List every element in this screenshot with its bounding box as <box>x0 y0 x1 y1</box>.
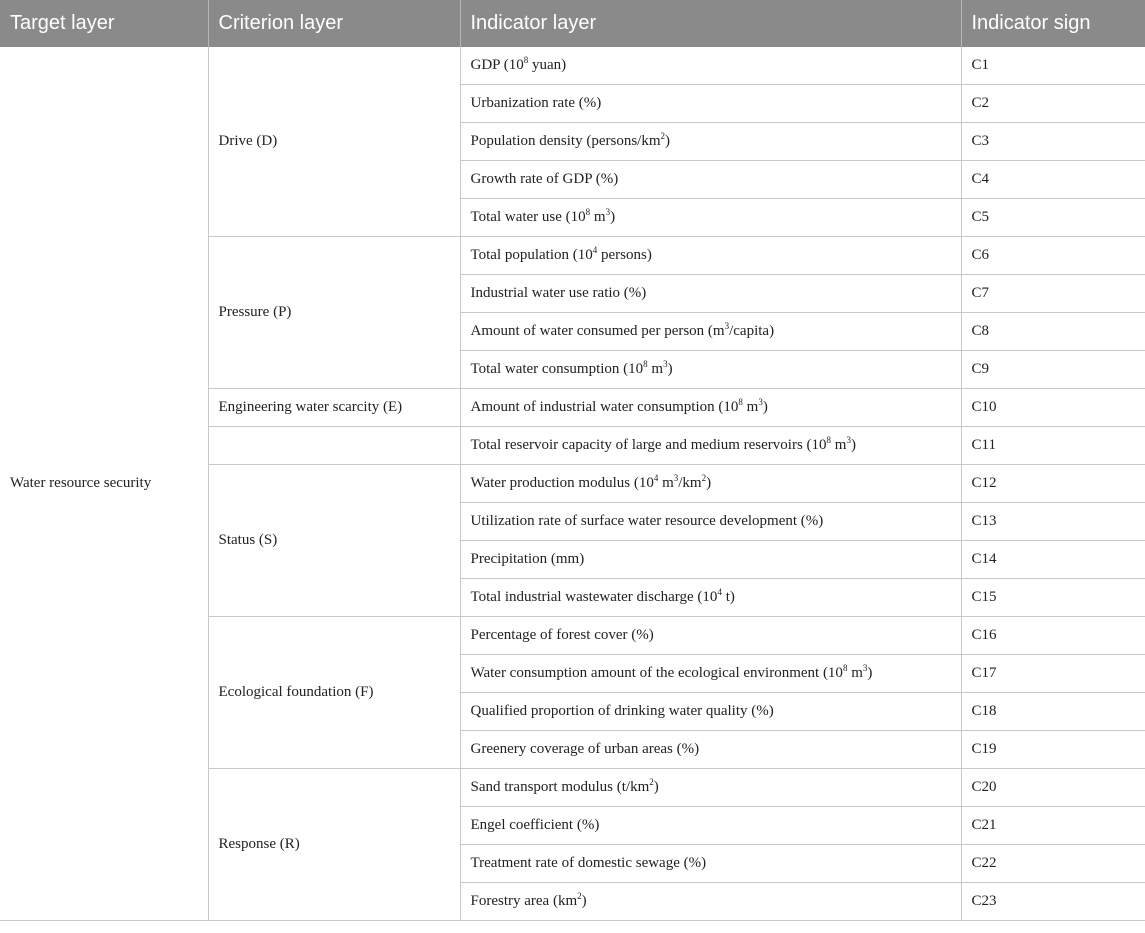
indicator-superscript: 2 <box>649 777 654 787</box>
criterion-cell <box>208 427 460 465</box>
indicator-sign-cell: C3 <box>961 123 1145 161</box>
indicator-superscript: 3 <box>758 397 763 407</box>
indicator-superscript: 8 <box>738 397 743 407</box>
indicator-text: Growth rate of GDP (%) <box>470 171 619 187</box>
target-layer-cell: Water resource security <box>0 47 208 921</box>
indicator-superscript: 3 <box>673 473 679 483</box>
criterion-cell: Ecological foundation (F) <box>208 617 460 769</box>
indicator-superscript: 4 <box>592 245 598 255</box>
indicator-text: Qualified proportion of drinking water quality (%) <box>470 703 774 719</box>
criterion-cell: Engineering water scarcity (E) <box>208 389 460 427</box>
header-indicator-layer: Indicator layer <box>460 0 961 47</box>
indicator-cell <box>460 807 961 845</box>
indicator-text: persons) <box>597 247 652 263</box>
indicator-sign-cell: C5 <box>961 199 1145 237</box>
indicator-text: ) <box>581 893 587 909</box>
indicator-text: m <box>831 437 847 453</box>
indicator-superscript: 3 <box>724 321 730 331</box>
indicator-text: Total population (10 <box>470 247 593 263</box>
indicator-cell <box>460 237 961 275</box>
indicator-text: Utilization rate of surface water resource development (%) <box>470 513 824 529</box>
indicator-text: Industrial water use ratio (%) <box>470 285 647 301</box>
indicator-sign-cell: C20 <box>961 769 1145 807</box>
indicator-superscript: 8 <box>842 663 848 673</box>
table-header-row <box>0 0 1145 47</box>
indicator-text: ) <box>867 665 873 681</box>
indicator-text: yuan) <box>528 57 567 73</box>
indicator-text: Population density (persons/km <box>470 133 661 149</box>
indicator-sign-cell: C8 <box>961 313 1145 351</box>
indicator-text: m <box>647 361 664 377</box>
indicator-text: t) <box>721 589 735 605</box>
indicator-sign-cell: C2 <box>961 85 1145 123</box>
indicator-sign-cell: C16 <box>961 617 1145 655</box>
indicator-cell <box>460 845 961 883</box>
indicator-text: Forestry area (km <box>470 893 578 909</box>
criterion-cell: Pressure (P) <box>208 237 460 389</box>
indicator-cell <box>460 389 961 427</box>
indicator-text: Total reservoir capacity of large and medium reservoirs (10 <box>470 437 827 453</box>
indicator-sign-cell: C18 <box>961 693 1145 731</box>
indicator-text: m <box>742 399 759 415</box>
indicator-superscript: 2 <box>577 891 582 901</box>
indicator-superscript: 8 <box>826 435 832 445</box>
indicator-sign-cell: C7 <box>961 275 1145 313</box>
indicator-superscript: 3 <box>846 435 851 445</box>
table-row <box>0 47 1145 85</box>
indicator-superscript: 8 <box>643 359 648 369</box>
indicator-text: /km <box>678 475 702 491</box>
indicator-cell <box>460 541 961 579</box>
indicator-text: /capita) <box>729 323 775 339</box>
indicator-text: Sand transport modulus (t/km <box>470 779 650 795</box>
indicator-text: Precipitation (mm) <box>470 551 585 567</box>
indicator-cell <box>460 465 961 503</box>
indicator-text: Engel coefficient (%) <box>470 817 600 833</box>
indicator-text: Percentage of forest cover (%) <box>470 627 654 643</box>
indicator-text: Water consumption amount of the ecological environment (10 <box>470 665 843 681</box>
indicator-sign-cell: C9 <box>961 351 1145 389</box>
indicator-text: GDP (10 <box>470 57 524 73</box>
indicator-sign-cell: C4 <box>961 161 1145 199</box>
indicator-cell <box>460 123 961 161</box>
indicator-text: m <box>590 209 606 225</box>
indicator-text: ) <box>653 779 659 795</box>
indicator-text: Greenery coverage of urban areas (%) <box>470 741 700 757</box>
header-indicator-sign: Indicator sign <box>961 0 1145 47</box>
indicator-superscript: 2 <box>660 131 665 141</box>
indicator-sign-cell: C1 <box>961 47 1145 85</box>
criterion-cell: Status (S) <box>208 465 460 617</box>
header-target-layer: Target layer <box>0 0 208 47</box>
indicator-sign-cell: C10 <box>961 389 1145 427</box>
indicator-text: m <box>658 475 674 491</box>
indicator-sign-cell: C12 <box>961 465 1145 503</box>
indicator-cell <box>460 693 961 731</box>
indicator-text: Total water use (10 <box>470 209 586 225</box>
indicator-text: Water production modulus (10 <box>470 475 654 491</box>
indicator-superscript: 3 <box>862 663 868 673</box>
indicator-cell <box>460 769 961 807</box>
indicator-sign-cell: C22 <box>961 845 1145 883</box>
indicator-cell <box>460 427 961 465</box>
indicator-cell <box>460 275 961 313</box>
indicator-sign-cell: C21 <box>961 807 1145 845</box>
indicator-text: Amount of water consumed per person (m <box>470 323 725 339</box>
indicator-sign-cell: C23 <box>961 883 1145 921</box>
indicator-sign-cell: C13 <box>961 503 1145 541</box>
indicator-superscript: 8 <box>523 55 529 65</box>
criterion-cell: Response (R) <box>208 769 460 921</box>
indicator-text: Urbanization rate (%) <box>470 95 602 111</box>
indicator-sign-cell: C19 <box>961 731 1145 769</box>
indicator-superscript: 3 <box>605 207 611 217</box>
indicator-cell <box>460 161 961 199</box>
indicator-sign-cell: C6 <box>961 237 1145 275</box>
indicator-sign-cell: C14 <box>961 541 1145 579</box>
indicator-text: Total water consumption (10 <box>470 361 644 377</box>
criterion-cell: Drive (D) <box>208 47 460 237</box>
indicator-text: Treatment rate of domestic sewage (%) <box>470 855 707 871</box>
indicator-cell <box>460 351 961 389</box>
indicator-text: Total industrial wastewater discharge (10 <box>470 589 718 605</box>
indicator-cell <box>460 731 961 769</box>
indicator-cell <box>460 85 961 123</box>
indicator-cell <box>460 313 961 351</box>
indicator-sign-cell: C11 <box>961 427 1145 465</box>
indicator-text: ) <box>706 475 712 491</box>
indicator-sign-cell: C15 <box>961 579 1145 617</box>
indicator-text: ) <box>665 133 670 149</box>
indicator-text: ) <box>850 437 856 453</box>
indicator-text: ) <box>667 361 673 377</box>
indicator-cell <box>460 655 961 693</box>
indicator-cell <box>460 579 961 617</box>
indicator-text: ) <box>762 399 768 415</box>
indicator-text: Amount of industrial water consumption (10 <box>470 399 739 415</box>
indicator-text: m <box>847 665 863 681</box>
indicator-cell <box>460 883 961 921</box>
indicator-sign-cell: C17 <box>961 655 1145 693</box>
indicator-superscript: 2 <box>701 473 707 483</box>
indicator-cell <box>460 503 961 541</box>
header-criterion-layer: Criterion layer <box>208 0 460 47</box>
indicator-cell <box>460 47 961 85</box>
table-body <box>0 47 1145 921</box>
indicator-superscript: 8 <box>585 207 591 217</box>
indicator-superscript: 3 <box>663 359 668 369</box>
indicator-superscript: 4 <box>717 587 722 597</box>
indicator-cell <box>460 199 961 237</box>
indicator-superscript: 4 <box>653 473 659 483</box>
indicator-text: ) <box>610 209 616 225</box>
indicator-cell <box>460 617 961 655</box>
